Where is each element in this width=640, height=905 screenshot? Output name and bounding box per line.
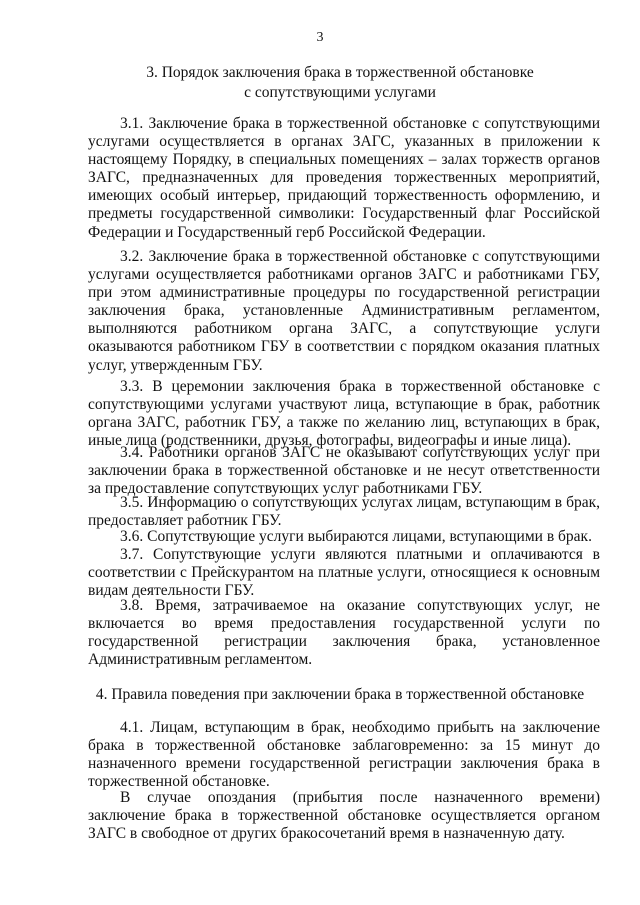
paragraph-3-2: 3.2. Заключение брака в торжественной обстановке с сопутствующими услугами осуществляется работниками органов ЗАГС и работниками ГБУ, при этом административные процедуры по государственной регистрации заключения брака, установленные Административным регламентом, выполняются работником органа ЗАГС, а сопутствующие услуги оказываются работником ГБУ в соответствии с порядком оказания платных услуг, утвержденным ГБУ.	[88, 248, 600, 374]
page-number: 3	[316, 30, 324, 45]
paragraph-4-1-late-arrival: В случае опоздания (прибытия после назначенного времени) заключение брака в торжественной обстановке осуществляется органом ЗАГС в свободное от других бракосочетаний время в назначенную дату.	[88, 789, 600, 843]
section-3-title	[60, 63, 620, 103]
paragraph-3-1: 3.1. Заключение брака в торжественной обстановке с сопутствующими услугами осуществляется в органах ЗАГС, указанных в приложении к настоящему Порядку, в специальных помещениях – залах торжеств органов ЗАГС, предназначенных для проведения торжественных мероприятий, имеющих особый интерьер, придающий торжественность оформлению, и предметы государственной символики: Государственный флаг Российской Федерации и Государственный герб Российской Федерации.	[88, 115, 600, 241]
paragraph-3-4: 3.4. Работники органов ЗАГС не оказывают сопутствующих услуг при заключении брака в торжественной обстановке и не несут ответственности за предоставление сопутствующих услуг работниками ГБУ.	[88, 444, 600, 498]
paragraph-3-5: 3.5. Информацию о сопутствующих услугах лицам, вступающим в брак, предоставляет работник ГБУ.	[88, 494, 600, 530]
section-3-title-line-1: 3. Порядок заключения брака в торжественной обстановке	[146, 64, 534, 81]
paragraph-3-3: 3.3. В церемонии заключения брака в торжественной обстановке с сопутствующими услугами участвуют лица, вступающие в брак, работник органа ЗАГС, работник ГБУ, а также по желанию лиц, вступающих в брак, иные лица (родственники, друзья, фотографы, видеографы и иные лица).	[88, 378, 600, 450]
paragraph-3-7: 3.7. Сопутствующие услуги являются платными и оплачиваются в соответствии с Прейскурантом на платные услуги, относящиеся к основным видам деятельности ГБУ.	[88, 546, 600, 600]
section-3-title-line-2: с сопутствующими услугами	[244, 84, 436, 101]
section-4-title: 4. Правила поведения при заключении брака в торжественной обстановке	[95, 686, 585, 703]
paragraph-3-8: 3.8. Время, затрачиваемое на оказание сопутствующих услуг, не включается во время предоставления государственной услуги по государственной регистрации заключения брака, установленное Административным регламентом.	[88, 597, 600, 669]
paragraph-3-6: 3.6. Сопутствующие услуги выбираются лицами, вступающими в брак.	[120, 528, 592, 545]
paragraph-4-1: 4.1. Лицам, вступающим в брак, необходимо прибыть на заключение брака в торжественной обстановке заблаговременно: за 15 минут до назначенного времени государственной регистрации заключения брака в торжественной обстановке.	[88, 719, 600, 791]
